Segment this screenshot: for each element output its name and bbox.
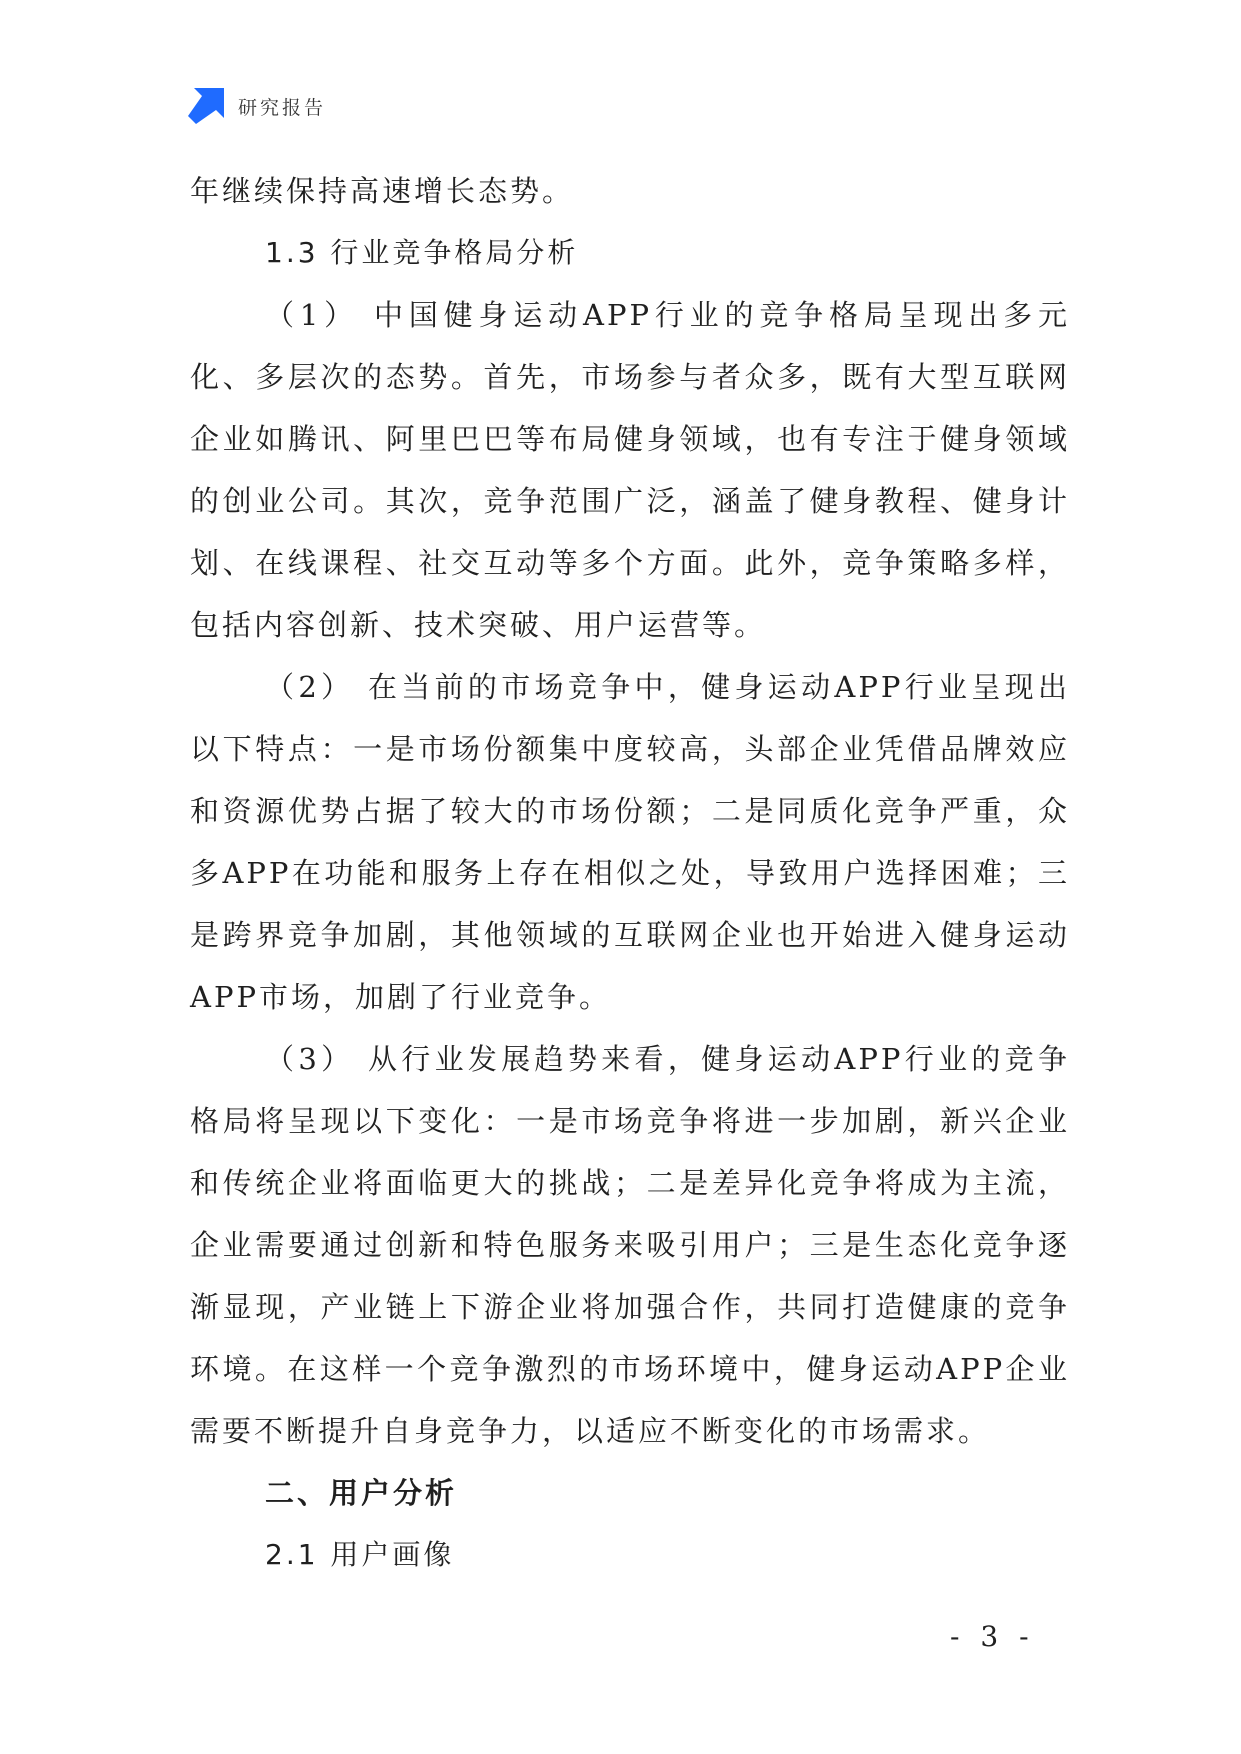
section-2-heading: 二、用户分析 bbox=[265, 1476, 458, 1510]
section-1-3-heading: 1.3 行业竞争格局分析 bbox=[265, 236, 579, 269]
document-body bbox=[190, 160, 1070, 1586]
body-paragraph: （1） 中国健身运动APP行业的竞争格局呈现出多元化、多层次的态势。首先，市场参与者众多，既有大型互联网企业如腾讯、阿里巴巴等布局健身领域，也有专注于健身领域的创业公司。其次，竞争范围广泛，涵盖了健身教程、健身计划、在线课程、社交互动等多个方面。此外，竞争策略多样，包括内容创新、技术突破、用户运营等。 bbox=[190, 298, 1070, 642]
body-paragraph: （2） 在当前的市场竞争中，健身运动APP行业呈现出以下特点：一是市场份额集中度较高，头部企业凭借品牌效应和资源优势占据了较大的市场份额；二是同质化竞争严重，众多APP在功能和服务上存在相似之处，导致用户选择困难；三是跨界竞争加剧，其他领域的互联网企业也开始进入健身运动APP市场，加剧了行业竞争。 bbox=[190, 670, 1070, 1014]
arrow-up-right-icon bbox=[188, 88, 224, 124]
section-2-1-heading: 2.1 用户画像 bbox=[265, 1538, 455, 1571]
page-header bbox=[188, 88, 326, 124]
body-paragraph: （3） 从行业发展趋势来看，健身运动APP行业的竞争格局将呈现以下变化：一是市场竞争将进一步加剧，新兴企业和传统企业将面临更大的挑战；二是差异化竞争将成为主流，企业需要通过创新和特色服务来吸引用户；三是生态化竞争逐渐显现，产业链上下游企业将加强合作，共同打造健康的竞争环境。在这样一个竞争激烈的市场环境中，健身运动APP企业需要不断提升自身竞争力，以适应不断变化的市场需求。 bbox=[190, 1042, 1070, 1448]
continuation-paragraph: 年继续保持高速增长态势。 bbox=[190, 174, 575, 208]
header-title: 研究报告 bbox=[238, 96, 327, 119]
page-number: - 3 - bbox=[950, 1620, 1035, 1653]
